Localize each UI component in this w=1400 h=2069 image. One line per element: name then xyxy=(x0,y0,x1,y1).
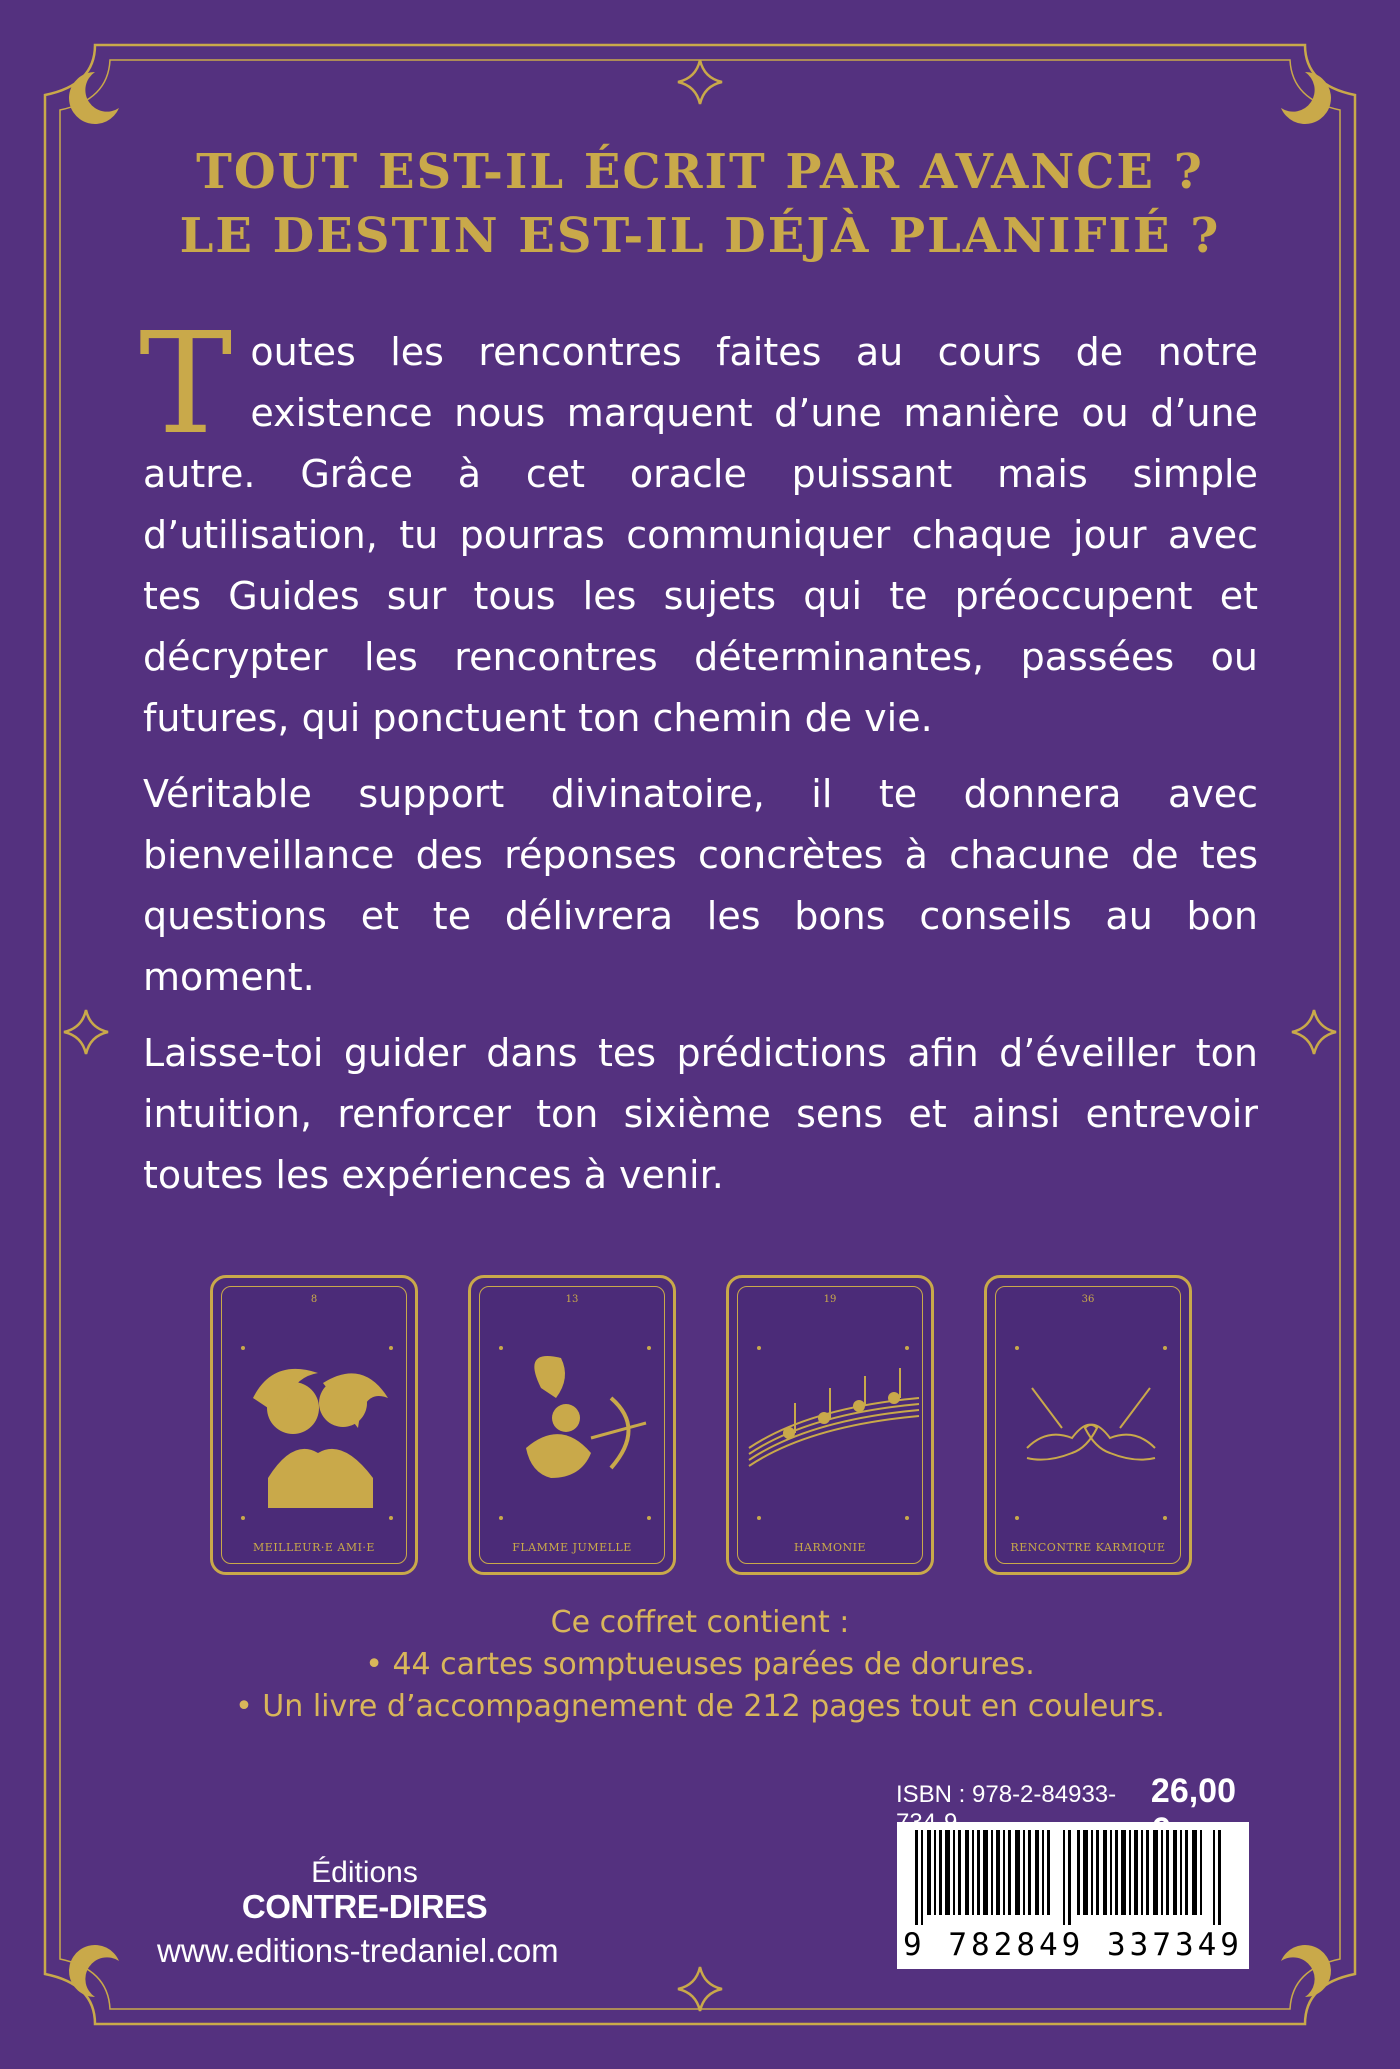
contents-item: • 44 cartes somptueuses parées de dorures. xyxy=(365,1647,1035,1682)
card-number: 8 xyxy=(310,1294,318,1305)
headline xyxy=(100,140,1300,268)
two-women-portrait-icon xyxy=(213,1278,421,1578)
drop-cap: T xyxy=(139,303,233,466)
paragraph-1-text: outes les rencontres faites au cours de notre existence nous marquent d’une manière ou d’une autre. Grâce à cet oracle puissant mais simple d’utilisation, tu pourras communiquer chaque jour avec tes Guides sur tous les sujets qui te préoccupent et décrypter les rencontres déterminantes, passées ou futures, qui ponctuent ton chemin de vie. xyxy=(143,330,1258,740)
card-preview xyxy=(210,1275,418,1575)
headline-line-1: TOUT EST-IL ÉCRIT PAR AVANCE ? xyxy=(196,144,1204,200)
isbn: ISBN : 978-2-84933- xyxy=(896,1781,1117,1808)
price: 26,00 xyxy=(1150,1772,1236,1810)
card-previews xyxy=(210,1275,1200,1577)
paragraph-3: Laisse-toi guider dans tes prédictions afin d’éveiller ton intuition, renforcer ton sixième sens et ainsi entrevoir toutes les expériences à venir. xyxy=(143,1031,1258,1197)
paragraph-1 xyxy=(139,303,1258,749)
contents-item: • Un livre d’accompagnement de 212 pages tout en couleurs. xyxy=(235,1689,1165,1724)
musical-staff-notes-icon xyxy=(729,1278,937,1578)
card-name: RENCONTRE KARMIQUE xyxy=(1010,1541,1166,1554)
barcode xyxy=(897,1822,1249,1969)
publisher-website: www.editions-tredaniel.com xyxy=(157,1932,559,1969)
card-name: HARMONIE xyxy=(793,1541,867,1554)
card-name: MEILLEUR·E AMI·E xyxy=(253,1541,375,1554)
box-contents xyxy=(100,1602,1300,1728)
publisher-prefix: Éditions xyxy=(311,1856,418,1889)
headline-line-2: LE DESTIN EST-IL DÉJÀ PLANIFIÉ ? xyxy=(179,208,1221,264)
card-number: 19 xyxy=(823,1294,837,1305)
linked-pinky-fingers-icon xyxy=(987,1278,1195,1578)
contents-title: Ce coffret contient : xyxy=(550,1605,850,1640)
publisher-logo xyxy=(232,1858,497,1926)
barcode-digits: 9 782849 337349 xyxy=(903,1927,1243,1963)
barcode-bars xyxy=(907,1830,1239,1925)
paragraph-2: Véritable support divinatoire, il te donnera avec bienveillance des réponses concrètes à chacune de tes questions et te délivrera les bons conseils au bon moment. xyxy=(143,772,1258,999)
card-preview xyxy=(984,1275,1192,1575)
card-number: 36 xyxy=(1081,1294,1095,1305)
cupid-with-bow-icon xyxy=(471,1278,679,1578)
card-preview xyxy=(468,1275,676,1575)
description xyxy=(139,303,1258,1221)
card-name: FLAMME JUMELLE xyxy=(512,1541,632,1554)
card-number: 13 xyxy=(565,1294,579,1305)
publisher-name: CONTRE-DIRES xyxy=(241,1888,488,1925)
card-preview xyxy=(726,1275,934,1575)
